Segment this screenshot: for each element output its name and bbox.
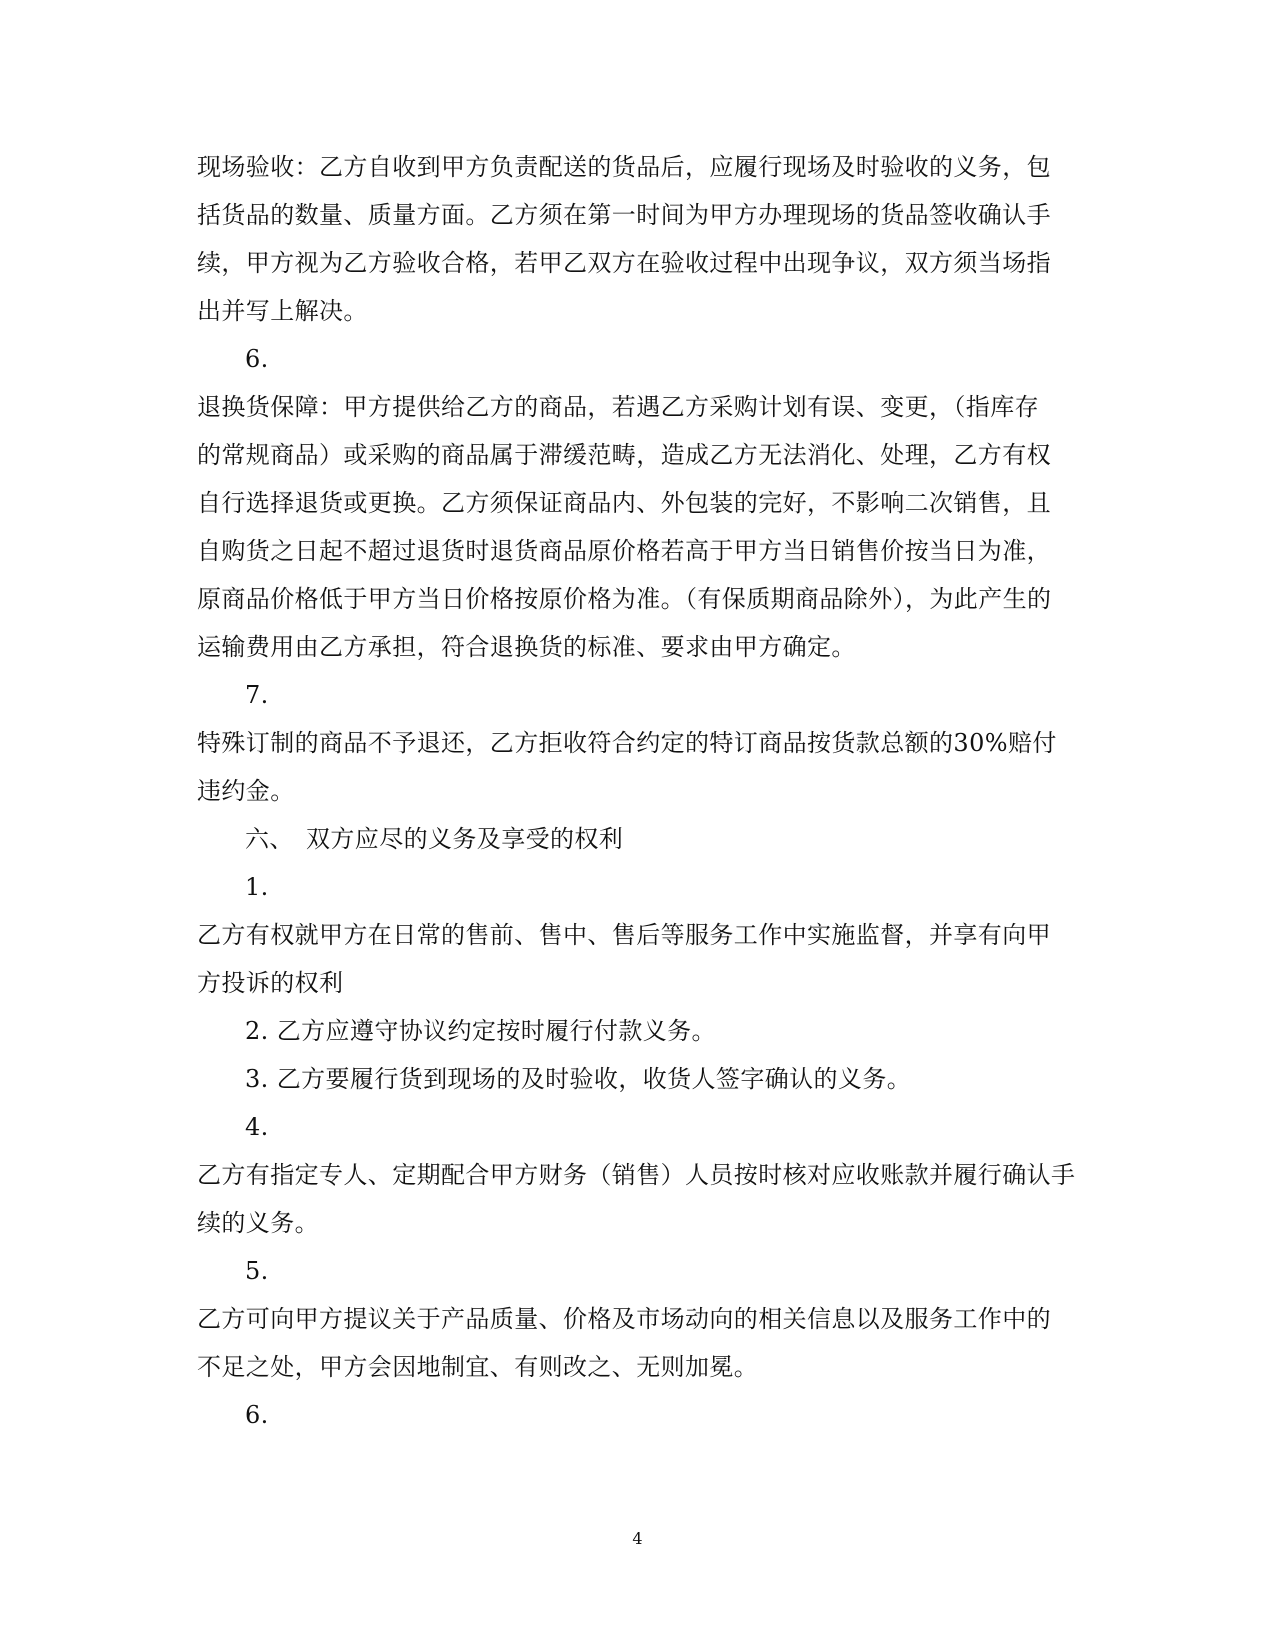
paragraph-line: 乙方可向甲方提议关于产品质量、价格及市场动向的相关信息以及服务工作中的 — [197, 1305, 1051, 1333]
paragraph-line: 的常规商品）或采购的商品属于滞缓范畴，造成乙方无法消化、处理，乙方有权 — [197, 441, 1051, 469]
paragraph-line: 括货品的数量、质量方面。乙方须在第一时间为甲方办理现场的货品签收确认手 — [197, 201, 1051, 229]
section-heading: 双方应尽的义务及享受的权利 — [306, 825, 624, 853]
paragraph-line: 运输费用由乙方承担，符合退换货的标准、要求由甲方确定。 — [197, 633, 856, 661]
paragraph-line: 续的义务。 — [197, 1209, 319, 1237]
list-item: 3. 乙方要履行货到现场的及时验收，收货人签字确认的义务。 — [245, 1065, 912, 1093]
page-number: 4 — [632, 1529, 643, 1548]
list-number: 5. — [245, 1257, 269, 1285]
paragraph-line: 现场验收：乙方自收到甲方负责配送的货品后，应履行现场及时验收的义务，包 — [197, 153, 1051, 181]
paragraph-line: 续，甲方视为乙方验收合格，若甲乙双方在验收过程中出现争议，双方须当场指 — [197, 249, 1051, 277]
list-item: 2. 乙方应遵守协议约定按时履行付款义务。 — [245, 1017, 716, 1045]
section-heading-number: 六、 — [245, 825, 294, 853]
paragraph-line: 方投诉的权利 — [197, 969, 344, 997]
paragraph-line: 违约金。 — [197, 777, 295, 805]
paragraph-line: 自购货之日起不超过退货时退货商品原价格若高于甲方当日销售价按当日为准， — [197, 537, 1051, 565]
list-number: 4. — [245, 1113, 269, 1141]
list-number: 6. — [245, 345, 269, 373]
paragraph-line: 特殊订制的商品不予退还，乙方拒收符合约定的特订商品按货款总额的30%赔付 — [197, 729, 1057, 757]
list-number: 6. — [245, 1401, 269, 1429]
paragraph-line: 不足之处，甲方会因地制宜、有则改之、无则加冕。 — [197, 1353, 759, 1381]
paragraph-line: 原商品价格低于甲方当日价格按原价格为准。（有保质期商品除外），为此产生的 — [197, 585, 1052, 613]
paragraph-line: 退换货保障：甲方提供给乙方的商品，若遇乙方采购计划有误、变更，（指库存 — [197, 393, 1039, 421]
list-number: 7. — [245, 681, 269, 709]
list-number: 1. — [245, 873, 269, 901]
paragraph-line: 乙方有指定专人、定期配合甲方财务（销售）人员按时核对应收账款并履行确认手 — [197, 1161, 1076, 1189]
paragraph-line: 自行选择退货或更换。乙方须保证商品内、外包装的完好，不影响二次销售，且 — [197, 489, 1051, 517]
paragraph-line: 乙方有权就甲方在日常的售前、售中、售后等服务工作中实施监督，并享有向甲 — [197, 921, 1051, 949]
paragraph-line: 出并写上解决。 — [197, 297, 368, 325]
